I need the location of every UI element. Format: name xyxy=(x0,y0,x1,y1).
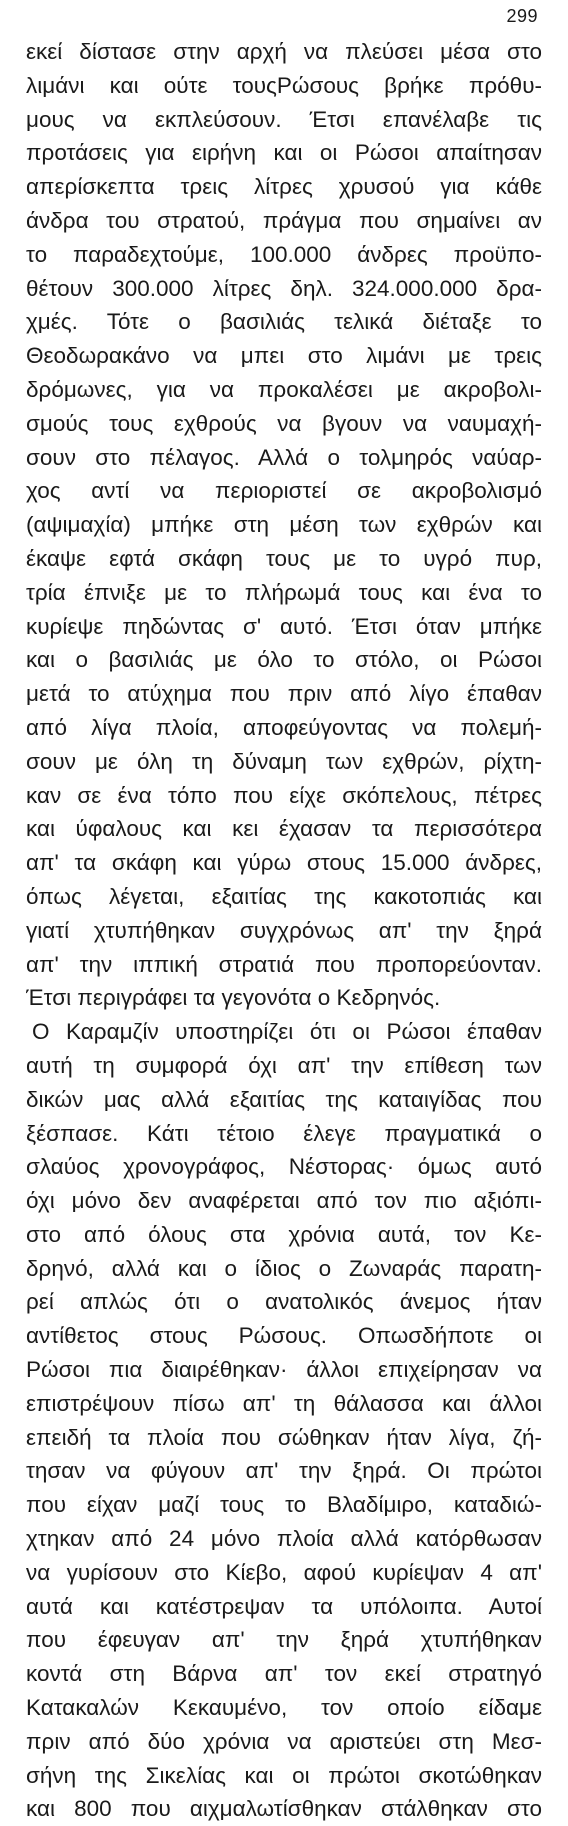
text-line: δικών μας αλλά εξαιτίας της καταιγίδας που xyxy=(26,1086,542,1112)
text-line: χτηκαν από 24 μόνο πλοία αλλά κατόρθωσαν xyxy=(26,1526,542,1552)
text-line: και ο βασιλιάς με όλο το στόλο, οι Ρώσοι xyxy=(26,647,542,673)
text-line: μους να εκπλεύσουν. Έτσι επανέλαβε τις xyxy=(26,106,542,132)
text-line: που είχαν μαζί τους το Βλαδίμιρο, καταδιώ- xyxy=(26,1492,542,1518)
text-line: το παραδεχτούμε, 100.000 άνδρες προϋπο- xyxy=(26,241,542,267)
text-line: δρόμωνες, για να προκαλέσει με ακροβολι- xyxy=(26,376,542,402)
text-line: κοντά στη Βάρνα απ' τον εκεί στρατηγό xyxy=(26,1661,542,1687)
text-line: αντίθετος στους Ρώσους. Οπωσδήποτε οι xyxy=(26,1323,542,1349)
page-number: 299 xyxy=(506,6,538,26)
text-line: (αψιμαχία) μπήκε στη μέση των εχθρών και xyxy=(26,512,542,538)
text-line: χος αντί να περιοριστεί σε ακροβολισμό xyxy=(26,478,542,504)
text-line: Ρώσοι πια διαιρέθηκαν· άλλοι επιχείρησαν να xyxy=(26,1357,542,1383)
text-line: απ' τα σκάφη και γύρω στους 15.000 άνδρες, xyxy=(26,850,542,876)
text-line: και ύφαλους και κει έχασαν τα περισσότερα xyxy=(26,816,542,842)
text-line: Κατακαλών Κεκαυμένο, τον οποίο είδαμε xyxy=(26,1695,542,1721)
text-line: άνδρα του στρατού, πράγμα που σημαίνει αν xyxy=(26,207,542,233)
text-line: απερίσκεπτα τρεις λίτρες χρυσού για κάθε xyxy=(26,174,542,200)
text-line: τρία έπνιξε με το πλήρωμά τους και ένα το xyxy=(26,579,542,605)
text-line: μετά το ατύχημα που πριν από λίγο έπαθαν xyxy=(26,681,542,707)
text-line: δρηνό, αλλά και ο ίδιος ο Ζωναράς παρατη- xyxy=(26,1255,542,1281)
text-line: λιμάνι και ούτε τουςΡώσους βρήκε πρόθυ- xyxy=(26,72,542,98)
text-line: από λίγα πλοία, αποφεύγοντας να πολεμή- xyxy=(26,714,542,740)
text-line: όπως λέγεται, εξαιτίας της κακοτοπιάς και xyxy=(26,883,542,909)
text-line: σμούς τους εχθρούς να βγουν να ναυμαχή- xyxy=(26,410,542,436)
text-line: επειδή τα πλοία που σώθηκαν ήταν λίγα, ζή- xyxy=(26,1424,542,1450)
text-line: να γυρίσουν στο Κίεβο, αφού κυρίεψαν 4 απ' xyxy=(26,1559,542,1585)
text-line: ρεί απλώς ότι ο ανατολικός άνεμος ήταν xyxy=(26,1289,542,1315)
text-line: κυρίεψε πηδώντας σ' αυτό. Έτσι όταν μπήκε xyxy=(26,613,542,639)
text-line: προτάσεις για ειρήνη και οι Ρώσοι απαίτησαν xyxy=(26,140,542,166)
body-text xyxy=(26,35,542,1826)
text-line: χμές. Τότε ο βασιλιάς τελικά διέταξε το xyxy=(26,309,542,335)
text-line: ξέσπασε. Κάτι τέτοιο έλεγε πραγματικά ο xyxy=(26,1120,542,1146)
text-line: σουν με όλη τη δύναμη των εχθρών, ρίχτη- xyxy=(26,748,542,774)
text-line: Θεοδωρακάνο να μπει στο λιμάνι με τρεις xyxy=(26,343,542,369)
text-line: αυτή τη συμφορά όχι απ' την επίθεση των xyxy=(26,1052,542,1078)
text-line: απ' την ιππική στρατιά που προπορεύονταν. xyxy=(26,951,542,977)
text-line: έκαψε εφτά σκάφη τους με το υγρό πυρ, xyxy=(26,545,542,571)
text-line: στο από όλους στα χρόνια αυτά, τον Κε- xyxy=(26,1221,542,1247)
text-line: σλαύος χρονογράφος, Νέστορας· όμως αυτό xyxy=(26,1154,542,1180)
text-line: αυτά και κατέστρεψαν τα υπόλοιπα. Αυτοί xyxy=(26,1593,542,1619)
text-line: καν σε ένα τόπο που είχε σκόπελους, πέτρες xyxy=(26,782,542,808)
text-line: που έφευγαν απ' την ξηρά χτυπήθηκαν xyxy=(26,1627,542,1653)
text-line: γιατί χτυπήθηκαν συγχρόνως απ' την ξηρά xyxy=(26,917,542,943)
text-line: και 800 που αιχμαλωτίσθηκαν στάλθηκαν στο xyxy=(26,1796,542,1822)
text-line: εκεί δίστασε στην αρχή να πλεύσει μέσα στο xyxy=(26,39,542,64)
text-line: όχι μόνο δεν αναφέρεται από τον πιο αξιόπι- xyxy=(26,1188,542,1214)
paragraph-start-line: Ο Καραμζίν υποστηρίζει ότι οι Ρώσοι έπαθαν xyxy=(32,1019,542,1045)
text-line: επιστρέψουν πίσω απ' τη θάλασσα και άλλοι xyxy=(26,1390,542,1416)
text-line: σουν στο πέλαγος. Αλλά ο τολμηρός ναύαρ- xyxy=(26,444,542,470)
text-line: πριν από δύο χρόνια να αριστεύει στη Μεσ- xyxy=(26,1728,542,1754)
text-line: θέτουν 300.000 λίτρες δηλ. 324.000.000 δρα- xyxy=(26,275,542,301)
text-line: σήνη της Σικελίας και οι πρώτοι σκοτώθηκαν xyxy=(26,1762,542,1788)
paragraph-end-line: Έτσι περιγράφει τα γεγονότα ο Κεδρηνός. xyxy=(26,985,441,1011)
text-line: τησαν να φύγουν απ' την ξηρά. Οι πρώτοι xyxy=(26,1458,542,1484)
